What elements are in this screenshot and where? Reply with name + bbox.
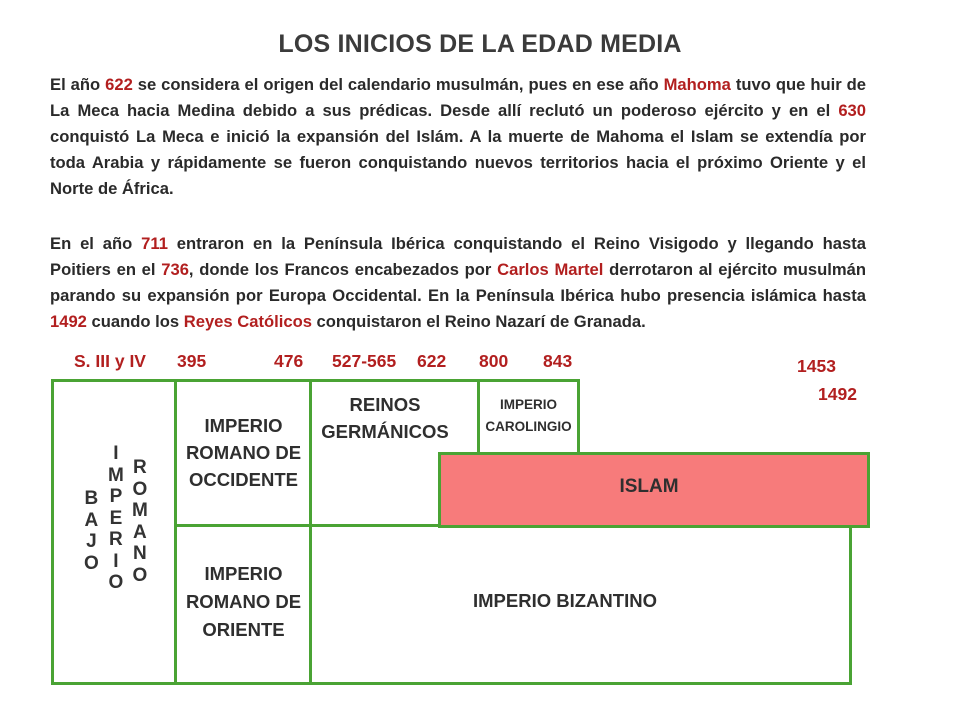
year-label-622: 622 [417,351,447,371]
paragraph2-highlight: 711 [141,234,168,253]
reinos-germanicos-label: REINOS GERMÁNICOS [321,394,449,442]
bajo-letter: B [84,488,99,509]
paragraph1-highlight: 622 [105,75,133,94]
paragraph2-highlight: Reyes Católicos [183,312,312,331]
imperio-letter: I [113,550,119,572]
paragraph2-text: , donde los Francos encabezados por [188,260,498,279]
paragraph2-highlight: 1492 [50,312,87,331]
paragraph2-highlight: Carlos Martel [497,260,604,279]
imperio-letter: R [109,529,123,550]
year-label-476: 476 [274,351,304,371]
paragraph2-highlight: 736 [161,260,189,279]
imperio-letter: P [109,486,123,507]
romano-letter: O [132,564,148,586]
romano-letter: O [132,478,148,500]
romano-letter: R [133,457,147,478]
year-label-527-565: 527-565 [332,351,397,371]
imperio-bizantino-label: IMPERIO BIZANTINO [473,590,657,611]
paragraph2-text: cuando los [86,312,184,331]
year-label-395: 395 [177,351,207,371]
paragraph1-text: se considera el origen del calendario musulmán, pues en ese año [132,75,664,94]
paragraph1-highlight: Mahoma [663,75,731,94]
romano-vertical-label [132,457,148,586]
bajo-letter: A [84,509,99,531]
imperio-carolingio-label: IMPERIO CAROLINGIO [485,397,572,434]
year-label-s3-s4: S. III y IV [74,351,146,371]
paragraph2-text: derrotaron al ejército musulmán parando su expansión por Europa Occidental. En la Península Ibérica hubo presencia islámica hasta [50,260,866,305]
bajo-vertical-label [84,488,99,574]
paragraph2-text: entraron en la Península Ibérica conquistando el Reino Visigodo y llegando hasta Poitiers en el [50,234,866,279]
imperio-romano-occidente-label: IMPERIO ROMANO DE OCCIDENTE [185,415,302,490]
paragraph2-text: conquistaron el Reino Nazarí de Granada. [311,312,646,331]
romano-letter: A [133,521,147,543]
paragraph1-text: conquistó La Meca e inició la expansión del Islám. A la muerte de Mahoma el Islam se extendía por toda Arabia y rápidamente se fueron conquistando nuevos territorios hacia el próximo Oriente y el Norte de África. [50,127,866,198]
imperio-letter: M [108,464,124,486]
paragraph-origin-islam [50,72,866,202]
imperio-vertical-label [108,443,124,594]
romano-letter: M [132,500,148,521]
page-title: LOS INICIOS DE LA EDAD MEDIA [278,30,682,58]
paragraph1-text: El año [50,75,106,94]
year-label-1453: 1453 [797,356,836,376]
paragraph1-text: tuvo que huir de La Meca hacia Medina debido a sus prédicas. Desde allí reclutó un poderoso ejército y en el [50,75,866,120]
paragraph-iberian-expansion [50,231,866,335]
paragraph1-highlight: 630 [838,101,866,120]
paragraph2-text: En el año [50,234,142,253]
imperio-letter: I [113,443,119,464]
islam-label: ISLAM [619,476,679,497]
romano-letter: N [133,543,147,564]
year-label-843: 843 [543,351,573,371]
imperio-romano-oriente-label: IMPERIO ROMANO DE ORIENTE [185,563,302,640]
imperio-letter: O [108,572,124,593]
bajo-letter: O [84,552,99,574]
bajo-letter: J [86,531,97,552]
year-label-800: 800 [479,351,509,371]
year-label-1492: 1492 [818,384,857,404]
imperio-letter: E [109,507,123,529]
